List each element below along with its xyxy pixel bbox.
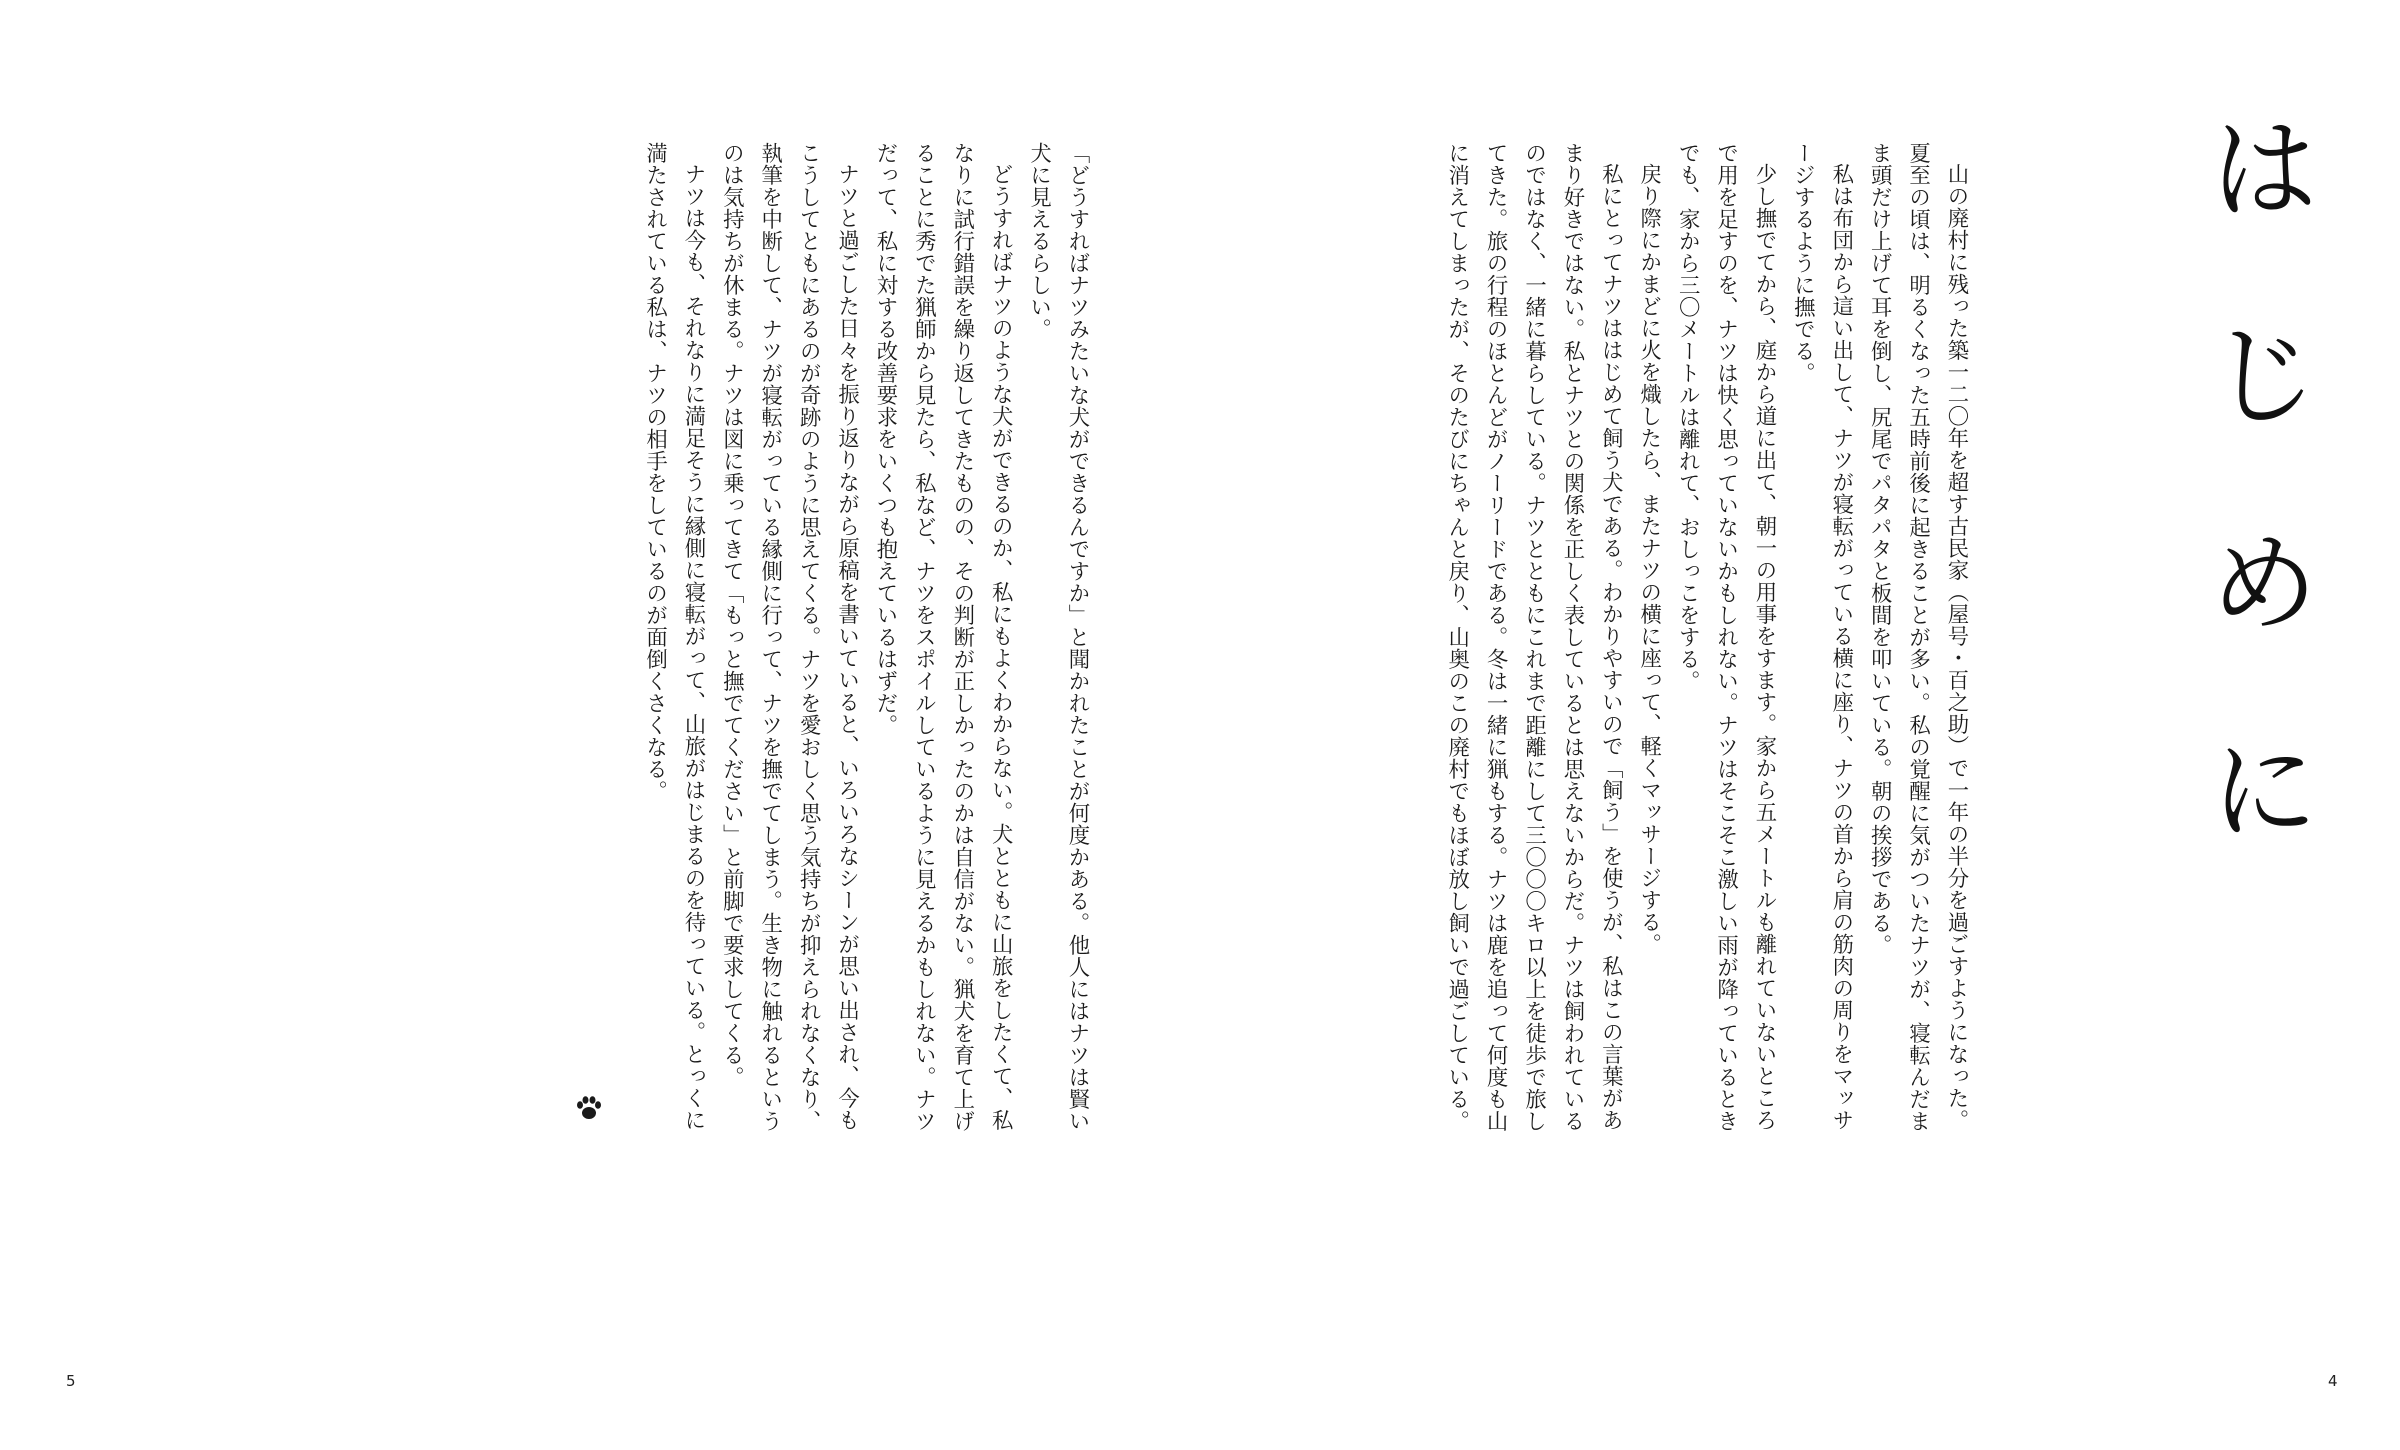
paragraph: どうすればナツのような犬ができるのか、私にもよくわからない。犬とともに山旅をしたくて、私なりに試行錯誤を繰り返してきたものの、その判断が正しかったのかは自信がない。猟犬を育て上げることに秀でた猟師から見たら、私など、ナツをスポイルしているように見えるかもしれない。ナツだって、私に対する改善要求をいくつも抱えているはずだ。 — [872, 142, 1014, 1132]
paragraph: ナツは今も、それなりに満足そうに縁側に寝転がって、山旅がはじまるのを待っている。とっくに満たされている私は、ナツの相手をしているのが面倒くさくなる。 — [642, 142, 706, 1132]
paragraph: 私は布団から這い出して、ナツが寝転がっている横に座り、ナツの首から肩の筋肉の周りをマッサージするように撫でる。 — [1790, 142, 1854, 1132]
chapter-title: はじめに — [2190, 110, 2320, 938]
paragraph: 私にとってナツははじめて飼う犬である。わかりやすいので「飼う」を使うが、私はこの言葉があまり好きではない。私とナツとの関係を正しく表しているとは思えないからだ。ナツは飼われているのではなく、一緒に暮らしている。ナツとともにこれまで距離にして三〇〇〇キロ以上を徒歩で旅してきた。旅の行程のほとんどがノーリードである。冬は一緒に猟もする。ナツは鹿を追って何度も山に消えてしまったが、そのたびにちゃんと戻り、山奥のこの廃村でもほぼ放し飼いで過ごしている。 — [1444, 142, 1624, 1132]
left-page-text — [556, 142, 1096, 1142]
right-page-text — [1335, 142, 1975, 1142]
page-number-left: 5 — [66, 1372, 76, 1390]
paragraph: 山の廃村に残った築一二〇年を超す古民家（屋号・百之助）で一年の半分を過ごすようになった。夏至の頃は、明るくなった五時前後に起きることが多い。私の覚醒に気がついたナツが、寝転んだまま頭だけ上げて耳を倒し、尻尾でパタパタと板間を叩いている。朝の挨拶である。 — [1867, 142, 1969, 1132]
paw-print-icon — [574, 1093, 604, 1123]
page-number-right: 4 — [2328, 1372, 2338, 1390]
paragraph: 少し撫でてから、庭から道に出て、朝一の用事をすます。家から五メートルも離れていないところで用を足すのを、ナツは快く思っていないかもしれない。ナツはそこそこ激しい雨が降っているときでも、家から三〇メートルは離れて、おしっこをする。 — [1675, 142, 1777, 1132]
paragraph: ナツと過ごした日々を振り返りながら原稿を書いていると、いろいろなシーンが思い出され、今もこうしてともにあるのが奇跡のように思えてくる。ナツを愛おしく思う気持ちが抑えられなくなり、執筆を中断して、ナツが寝転がっている縁側に行って、ナツを撫でてしまう。生き物に触れるというのは気持ちが休まる。ナツは図に乗ってきて「もっと撫でてください」と前脚で要求してくる。 — [719, 142, 860, 1132]
paragraph: 「どうすればナツみたいな犬ができるんですか」と聞かれたことが何度かある。他人にはナツは賢い犬に見えるらしい。 — [1026, 142, 1090, 1132]
paragraph: 戻り際にかまどに火を熾したら、またナツの横に座って、軽くマッサージする。 — [1636, 163, 1662, 956]
